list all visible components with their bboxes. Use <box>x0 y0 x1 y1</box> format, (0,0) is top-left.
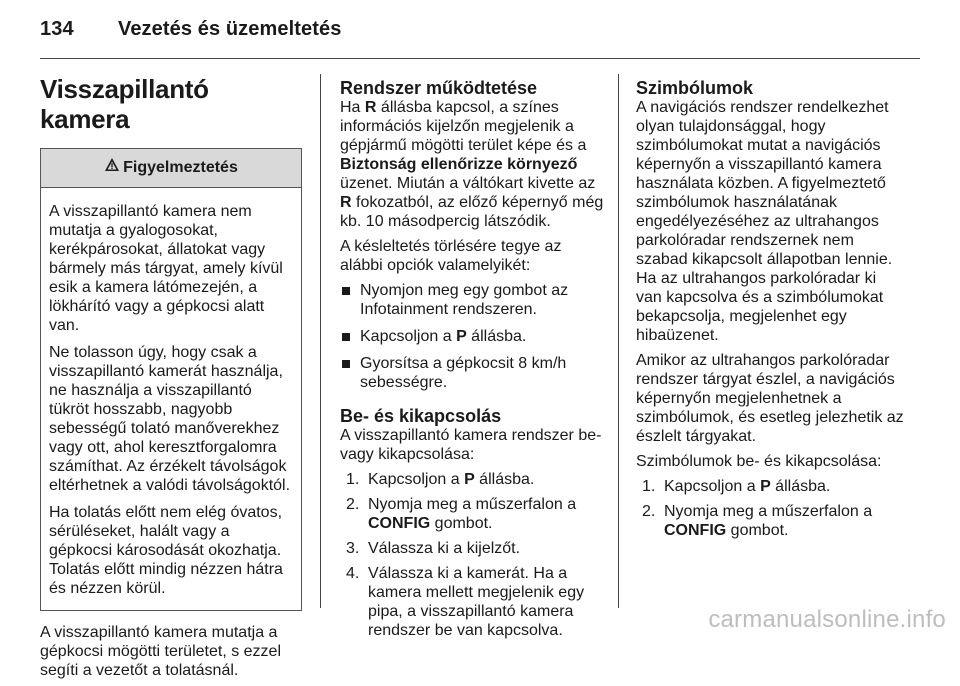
header-divider <box>40 58 920 59</box>
body-paragraph: A visszapillantó kamera rendszer be- vagy kikapcsolása: <box>340 427 602 463</box>
warning-heading: Figyelmeztetés <box>123 159 238 177</box>
numbered-list <box>636 477 906 540</box>
body-paragraph: A navigációs rendszer rendelkezhet olyan tulajdonsággal, hogy szimbólumokat mutat a navigációs képernyőn a visszapillantó kamera használata közben. A figyelmeztető szimbólumok használatának engedélyezéséhez az ultrahangos parkolóradar rendszernek nem szabad kikapcsolt állapotban lennie. Ha az ultrahangos parkolóradar ki van kapcsolva és a szimbólumokat bekapcsolja, megjelenhet egy hibaüzenet. <box>636 99 893 344</box>
warning-paragraph: Ne tolasson úgy, hogy csak a visszapillantó kamerát használja, ne használja a visszapillantó tükröt hosszabb, nagyobb sebességű tolató manőverekhez vagy ott, ahol keresztforgalomra számíthat. Az érzékelt távolságok eltérhetnek a valódi távolságoktól. <box>49 344 291 494</box>
list-item: 2. Nyomja meg a műszerfalon a CONFIG gombot. <box>642 503 873 539</box>
section-title-operation: Rendszer működtetése <box>340 78 538 98</box>
body-paragraph: A késleltetés törlésére tegye az alábbi opciók valamelyikét: <box>340 238 562 274</box>
list-item: 1. Kapcsoljon a P állásba. <box>346 471 535 488</box>
list-item: Kapcsoljon a P állásba. <box>340 327 604 346</box>
warning-box <box>40 148 302 611</box>
section-title-symbols: Szimbólumok <box>636 78 754 98</box>
column-divider <box>320 74 321 608</box>
body-paragraph: Ha R állásba kapcsol, a színes információs kijelzőn megjelenik a gépjármű mögötti terület képe és a Biztonság ellenőrizze környező üzenet. Miután a váltókart kivette az R fokozatból, az előző képernyő még kb. 10 másodpercig látszódik. <box>340 99 604 230</box>
column-1 <box>40 68 302 686</box>
section-title-camera: Visszapillantó kamera <box>40 74 209 134</box>
warning-header <box>41 149 301 188</box>
warning-body <box>41 188 301 610</box>
list-item: Nyomjon meg egy gombot az Infotainment rendszeren. <box>340 281 604 319</box>
bullet-list <box>340 281 604 392</box>
watermark: carmanualsonline.info <box>708 606 946 633</box>
list-item: 3. Válassza ki a kijelzőt. <box>346 540 521 557</box>
list-item: 1. Kapcsoljon a P állásba. <box>642 478 831 495</box>
list-item: 4. Válassza ki a kamerát. Ha a kamera mellett megjelenik egy pipa, a visszapillantó kamera rendszer be van kapcsolva. <box>346 565 585 639</box>
column-3 <box>636 68 906 546</box>
chapter-title: Vezetés és üzemeltetés <box>118 18 342 40</box>
body-paragraph: Amikor az ultrahangos parkolóradar rendszer tárgyat észlel, a navigációs képernyőn megjelenhetnek a szimbólumok, és esetleg jelezhetik az észlelt tárgyakat. <box>636 352 904 445</box>
page-number: 134 <box>40 18 74 40</box>
body-paragraph: Szimbólumok be- és kikapcsolása: <box>636 453 882 470</box>
warning-paragraph: Ha tolatás előtt nem elég óvatos, sérüléseket, halált vagy a gépkocsi károsodását okozhatja. Tolatás előtt mindig nézzen hátra és nézzen körül. <box>49 504 283 597</box>
warning-triangle-icon <box>104 149 120 187</box>
section-title-onoff: Be- és kikapcsolás <box>340 406 502 426</box>
list-item: 2. Nyomja meg a műszerfalon a CONFIG gombot. <box>346 496 577 532</box>
body-paragraph: A visszapillantó kamera mutatja a gépkocsi mögötti területet, s ezzel segíti a vezetőt a tolatásnál. <box>40 624 282 679</box>
warning-paragraph: A visszapillantó kamera nem mutatja a gyalogosokat, kerékpárosokat, állatokat vagy bármely más tárgyat, amely kívül esik a kamera látómezején, a lökhárító vagy a gépkocsi alatt van. <box>49 203 283 334</box>
column-2 <box>340 68 604 646</box>
list-item: Gyorsítsa a gépkocsit 8 km/h sebességre. <box>340 354 604 392</box>
page-header <box>40 18 341 41</box>
numbered-list <box>340 470 604 640</box>
column-divider <box>618 74 619 608</box>
